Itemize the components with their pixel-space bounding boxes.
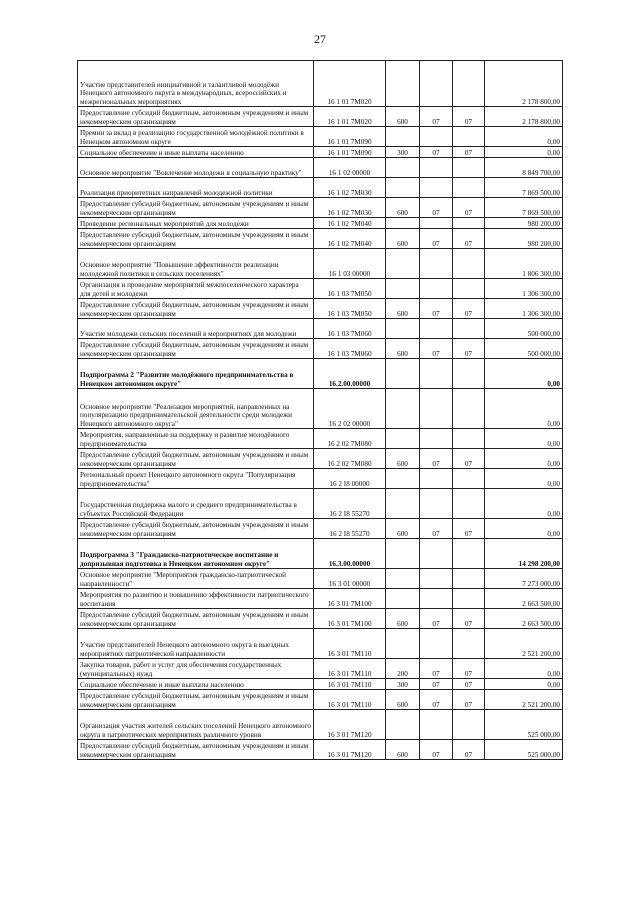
row-code: 16 1 02 7М040 <box>314 229 386 249</box>
row-amount: 980 200,00 <box>485 218 563 229</box>
row-code: 16 1 02 7М030 <box>314 198 386 218</box>
row-subsection: 07 <box>453 229 485 249</box>
row-section <box>420 127 453 147</box>
table-row <box>78 690 563 710</box>
row-code: 16 1 01 7М020 <box>314 107 386 127</box>
row-name: Предоставление субсидий бюджетным, автономным учреждениям и иным некоммерческим организациям <box>78 449 314 469</box>
row-amount: 0,00 <box>485 359 563 389</box>
row-expense-type <box>386 319 420 339</box>
row-expense-type: 600 <box>386 690 420 710</box>
row-section <box>420 61 453 107</box>
row-section: 07 <box>420 147 453 158</box>
row-expense-type <box>386 279 420 299</box>
table-row <box>78 279 563 299</box>
row-subsection <box>453 629 485 659</box>
table-row <box>78 679 563 690</box>
row-code: 16 3 01 7М120 <box>314 740 386 760</box>
row-section: 07 <box>420 449 453 469</box>
row-name: Предоставление субсидий бюджетным, автономным учреждениям и иным некоммерческим организациям <box>78 740 314 760</box>
row-amount: 0,00 <box>485 389 563 429</box>
table-row <box>78 178 563 198</box>
row-code: 16 1 03 7М060 <box>314 319 386 339</box>
row-code: 16 3 01 7М100 <box>314 589 386 609</box>
row-subsection: 07 <box>453 519 485 539</box>
table-row <box>78 198 563 218</box>
row-amount: 0,00 <box>485 679 563 690</box>
row-name: Социальное обеспечение и иные выплаты населению <box>78 147 314 158</box>
budget-table-body <box>78 61 563 760</box>
row-code: 16 2 I8 55270 <box>314 489 386 519</box>
row-code: 16.3.00.00000 <box>314 539 386 569</box>
row-name: Основное мероприятие "Вовлечение молодежи в социальную практику" <box>78 158 314 178</box>
row-subsection <box>453 389 485 429</box>
row-subsection: 07 <box>453 198 485 218</box>
row-code: 16 1 03 7М050 <box>314 299 386 319</box>
table-row <box>78 469 563 489</box>
row-name: Участие представителей инициативной и талантливой молодёжи Ненецкого автономного округа в международных, всероссийских и межрегиональных мероприятиях <box>78 61 314 107</box>
row-expense-type: 600 <box>386 339 420 359</box>
row-subsection <box>453 319 485 339</box>
row-subsection <box>453 589 485 609</box>
row-amount: 2 521 200,00 <box>485 629 563 659</box>
row-section <box>420 359 453 389</box>
row-expense-type <box>386 249 420 279</box>
row-section <box>420 319 453 339</box>
row-code: 16 3 01 00000 <box>314 569 386 589</box>
row-amount: 7 869 500,00 <box>485 178 563 198</box>
row-section <box>420 589 453 609</box>
row-expense-type: 600 <box>386 609 420 629</box>
row-subsection: 07 <box>453 299 485 319</box>
row-expense-type <box>386 629 420 659</box>
row-expense-type: 300 <box>386 147 420 158</box>
row-code: 16 1 03 7М050 <box>314 279 386 299</box>
row-expense-type: 600 <box>386 229 420 249</box>
row-subsection <box>453 539 485 569</box>
row-amount: 0,00 <box>485 147 563 158</box>
table-row <box>78 127 563 147</box>
row-subsection <box>453 178 485 198</box>
row-name: Основное мероприятие "Повышение эффективности реализации молодежной политики в сельских поселениях" <box>78 249 314 279</box>
row-code: 16 2 02 7М080 <box>314 449 386 469</box>
row-name: Организация и проведение мероприятий межпоселенческого характера для детей и молодежи <box>78 279 314 299</box>
row-expense-type: 600 <box>386 449 420 469</box>
row-section: 07 <box>420 299 453 319</box>
row-section <box>420 489 453 519</box>
row-section <box>420 539 453 569</box>
row-expense-type: 200 <box>386 659 420 679</box>
row-amount: 525 000,00 <box>485 740 563 760</box>
row-expense-type: 300 <box>386 679 420 690</box>
table-row <box>78 449 563 469</box>
row-subsection <box>453 429 485 449</box>
row-section: 07 <box>420 198 453 218</box>
row-subsection: 07 <box>453 147 485 158</box>
row-amount: 0,00 <box>485 489 563 519</box>
row-section: 07 <box>420 679 453 690</box>
row-subsection: 07 <box>453 449 485 469</box>
row-name: Предоставление субсидий бюджетным, автономным учреждениям и иным некоммерческим организациям <box>78 198 314 218</box>
row-amount: 8 849 700,00 <box>485 158 563 178</box>
row-code: 16 1 03 7М060 <box>314 339 386 359</box>
row-amount: 0,00 <box>485 449 563 469</box>
table-row <box>78 539 563 569</box>
row-subsection: 07 <box>453 107 485 127</box>
row-name: Участие представителей Ненецкого автономного округа в выездных мероприятиях патриотической направленности <box>78 629 314 659</box>
row-amount: 2 178 800,00 <box>485 61 563 107</box>
row-amount: 1 806 300,00 <box>485 249 563 279</box>
row-section: 07 <box>420 690 453 710</box>
row-expense-type: 600 <box>386 519 420 539</box>
row-code: 16 3 01 7М110 <box>314 629 386 659</box>
row-expense-type <box>386 389 420 429</box>
row-name: Предоставление субсидий бюджетным, автономным учреждениям и иным некоммерческим организациям <box>78 519 314 539</box>
row-amount: 980 200,00 <box>485 229 563 249</box>
row-name: Социальное обеспечение и иные выплаты населению <box>78 679 314 690</box>
row-section <box>420 279 453 299</box>
row-expense-type <box>386 429 420 449</box>
row-name: Предоставление субсидий бюджетным, автономным учреждениям и иным некоммерческим организациям <box>78 229 314 249</box>
row-code: 16 3 01 7М100 <box>314 609 386 629</box>
row-expense-type <box>386 178 420 198</box>
row-name: Подпрограмма 2 "Развитие молодёжного предпринимательства в Ненецком автономном округе" <box>78 359 314 389</box>
row-section: 07 <box>420 229 453 249</box>
table-row <box>78 389 563 429</box>
row-amount: 0,00 <box>485 519 563 539</box>
budget-table <box>77 60 563 760</box>
table-row <box>78 249 563 279</box>
row-name: Предоставление субсидий бюджетным, автономным учреждениям и иным некоммерческим организациям <box>78 299 314 319</box>
table-row <box>78 659 563 679</box>
row-subsection: 07 <box>453 659 485 679</box>
row-name: Проведение региональных мероприятий для молодежи <box>78 218 314 229</box>
table-row <box>78 589 563 609</box>
table-row <box>78 609 563 629</box>
row-subsection: 07 <box>453 679 485 690</box>
row-expense-type <box>386 469 420 489</box>
row-amount: 0,00 <box>485 127 563 147</box>
row-subsection <box>453 469 485 489</box>
row-subsection <box>453 279 485 299</box>
row-name: Предоставление субсидий бюджетным, автономным учреждениям и иным некоммерческим организациям <box>78 107 314 127</box>
row-name: Мероприятия по развитию и повышению эффективности патриотического воспитания <box>78 589 314 609</box>
row-code: 16 3 01 7М110 <box>314 659 386 679</box>
row-subsection <box>453 710 485 740</box>
row-expense-type <box>386 589 420 609</box>
row-code: 16 2 I8 00000 <box>314 469 386 489</box>
row-expense-type: 600 <box>386 740 420 760</box>
row-name: Предоставление субсидий бюджетным, автономным учреждениям и иным некоммерческим организациям <box>78 609 314 629</box>
row-name: Основное мероприятие "Мероприятия гражданско-патриотической направленности" <box>78 569 314 589</box>
row-name: Организация участия жителей сельских поселений Ненецкого автономного округа в патриотических мероприятиях различного уровня <box>78 710 314 740</box>
row-code: 16 1 03 00000 <box>314 249 386 279</box>
row-code: 16 3 01 7М110 <box>314 679 386 690</box>
row-amount: 525 000,00 <box>485 710 563 740</box>
row-subsection <box>453 489 485 519</box>
row-section <box>420 429 453 449</box>
row-subsection <box>453 249 485 279</box>
row-name: Региональный проект Ненецкого автономного округа "Популяризация предпринимательства" <box>78 469 314 489</box>
row-name: Основное мероприятие "Реализация мероприятий, направленных на популяризацию предпринимательской деятельности среди молодежи Ненецкого автономного округа" <box>78 389 314 429</box>
row-section <box>420 629 453 659</box>
table-row <box>78 147 563 158</box>
row-expense-type <box>386 218 420 229</box>
row-subsection: 07 <box>453 339 485 359</box>
row-subsection <box>453 569 485 589</box>
row-section <box>420 569 453 589</box>
row-code: 16 3 01 7М110 <box>314 690 386 710</box>
row-expense-type <box>386 127 420 147</box>
row-expense-type <box>386 61 420 107</box>
row-section <box>420 158 453 178</box>
row-code: 16 1 02 00000 <box>314 158 386 178</box>
row-amount: 500 000,00 <box>485 339 563 359</box>
table-row <box>78 229 563 249</box>
row-amount: 1 306 300,00 <box>485 299 563 319</box>
row-name: Государственная поддержка малого и среднего предпринимательства в субъектах Российской Федерации <box>78 489 314 519</box>
row-subsection <box>453 218 485 229</box>
row-amount: 1 306 300,00 <box>485 279 563 299</box>
row-amount: 7 869 500,00 <box>485 198 563 218</box>
row-name: Мероприятия, направленные на поддержку и развитие молодёжного предпринимательства <box>78 429 314 449</box>
row-amount: 2 521 200,00 <box>485 690 563 710</box>
row-expense-type: 600 <box>386 198 420 218</box>
row-name: Предоставление субсидий бюджетным, автономным учреждениям и иным некоммерческим организациям <box>78 690 314 710</box>
table-row <box>78 359 563 389</box>
row-amount: 0,00 <box>485 469 563 489</box>
row-expense-type: 600 <box>386 299 420 319</box>
table-row <box>78 519 563 539</box>
table-row <box>78 629 563 659</box>
row-section: 07 <box>420 519 453 539</box>
row-name: Закупка товаров, работ и услуг для обеспечения государственных (муниципальных) нужд <box>78 659 314 679</box>
row-name: Подпрограмма 3 "Гражданско-патриотическое воспитание и допризывная подготовка в Ненецком автономном округе" <box>78 539 314 569</box>
table-row <box>78 218 563 229</box>
table-row <box>78 569 563 589</box>
row-name: Предоставление субсидий бюджетным, автономным учреждениям и иным некоммерческим организациям <box>78 339 314 359</box>
table-row <box>78 299 563 319</box>
row-amount: 14 298 200,00 <box>485 539 563 569</box>
row-section: 07 <box>420 609 453 629</box>
row-code: 16 1 01 7М020 <box>314 61 386 107</box>
row-code: 16 2 02 00000 <box>314 389 386 429</box>
row-code: 16 1 02 7М040 <box>314 218 386 229</box>
row-amount: 7 273 000,00 <box>485 569 563 589</box>
table-row <box>78 61 563 107</box>
row-expense-type <box>386 359 420 389</box>
row-section <box>420 469 453 489</box>
row-code: 16 3 01 7М120 <box>314 710 386 740</box>
row-code: 16 1 01 7М090 <box>314 147 386 158</box>
table-row <box>78 429 563 449</box>
row-section: 07 <box>420 339 453 359</box>
row-expense-type <box>386 158 420 178</box>
row-code: 16 2 I8 55270 <box>314 519 386 539</box>
page-number: 27 <box>314 32 326 46</box>
row-amount: 2 663 500,00 <box>485 609 563 629</box>
row-amount: 0,00 <box>485 429 563 449</box>
row-code: 16 2 02 7М080 <box>314 429 386 449</box>
row-subsection: 07 <box>453 740 485 760</box>
row-subsection <box>453 359 485 389</box>
row-subsection: 07 <box>453 609 485 629</box>
row-subsection <box>453 127 485 147</box>
row-section: 07 <box>420 659 453 679</box>
table-row <box>78 158 563 178</box>
table-row <box>78 740 563 760</box>
row-section <box>420 218 453 229</box>
row-subsection <box>453 61 485 107</box>
row-section: 07 <box>420 740 453 760</box>
row-code: 16 1 01 7М090 <box>314 127 386 147</box>
row-section <box>420 249 453 279</box>
table-row <box>78 489 563 519</box>
row-code: 16 1 02 7М030 <box>314 178 386 198</box>
table-row <box>78 107 563 127</box>
row-name: Премии за вклад в реализацию государственной молодёжной политики в Ненецком автономном округе <box>78 127 314 147</box>
row-code: 16.2.00.00000 <box>314 359 386 389</box>
row-expense-type <box>386 539 420 569</box>
row-amount: 2 663 500,00 <box>485 589 563 609</box>
row-subsection <box>453 158 485 178</box>
row-expense-type <box>386 710 420 740</box>
row-name: Участие молодежи сельских поселений в мероприятиях для молодежи <box>78 319 314 339</box>
row-expense-type: 600 <box>386 107 420 127</box>
table-row <box>78 339 563 359</box>
row-section <box>420 178 453 198</box>
row-subsection: 07 <box>453 690 485 710</box>
row-amount: 500 000,00 <box>485 319 563 339</box>
row-amount: 0,00 <box>485 659 563 679</box>
row-section <box>420 710 453 740</box>
row-expense-type <box>386 569 420 589</box>
row-name: Реализация приоритетных направлений молодежной политики <box>78 178 314 198</box>
table-row <box>78 319 563 339</box>
row-expense-type <box>386 489 420 519</box>
table-row <box>78 710 563 740</box>
row-amount: 2 178 800,00 <box>485 107 563 127</box>
row-section: 07 <box>420 107 453 127</box>
row-section <box>420 389 453 429</box>
